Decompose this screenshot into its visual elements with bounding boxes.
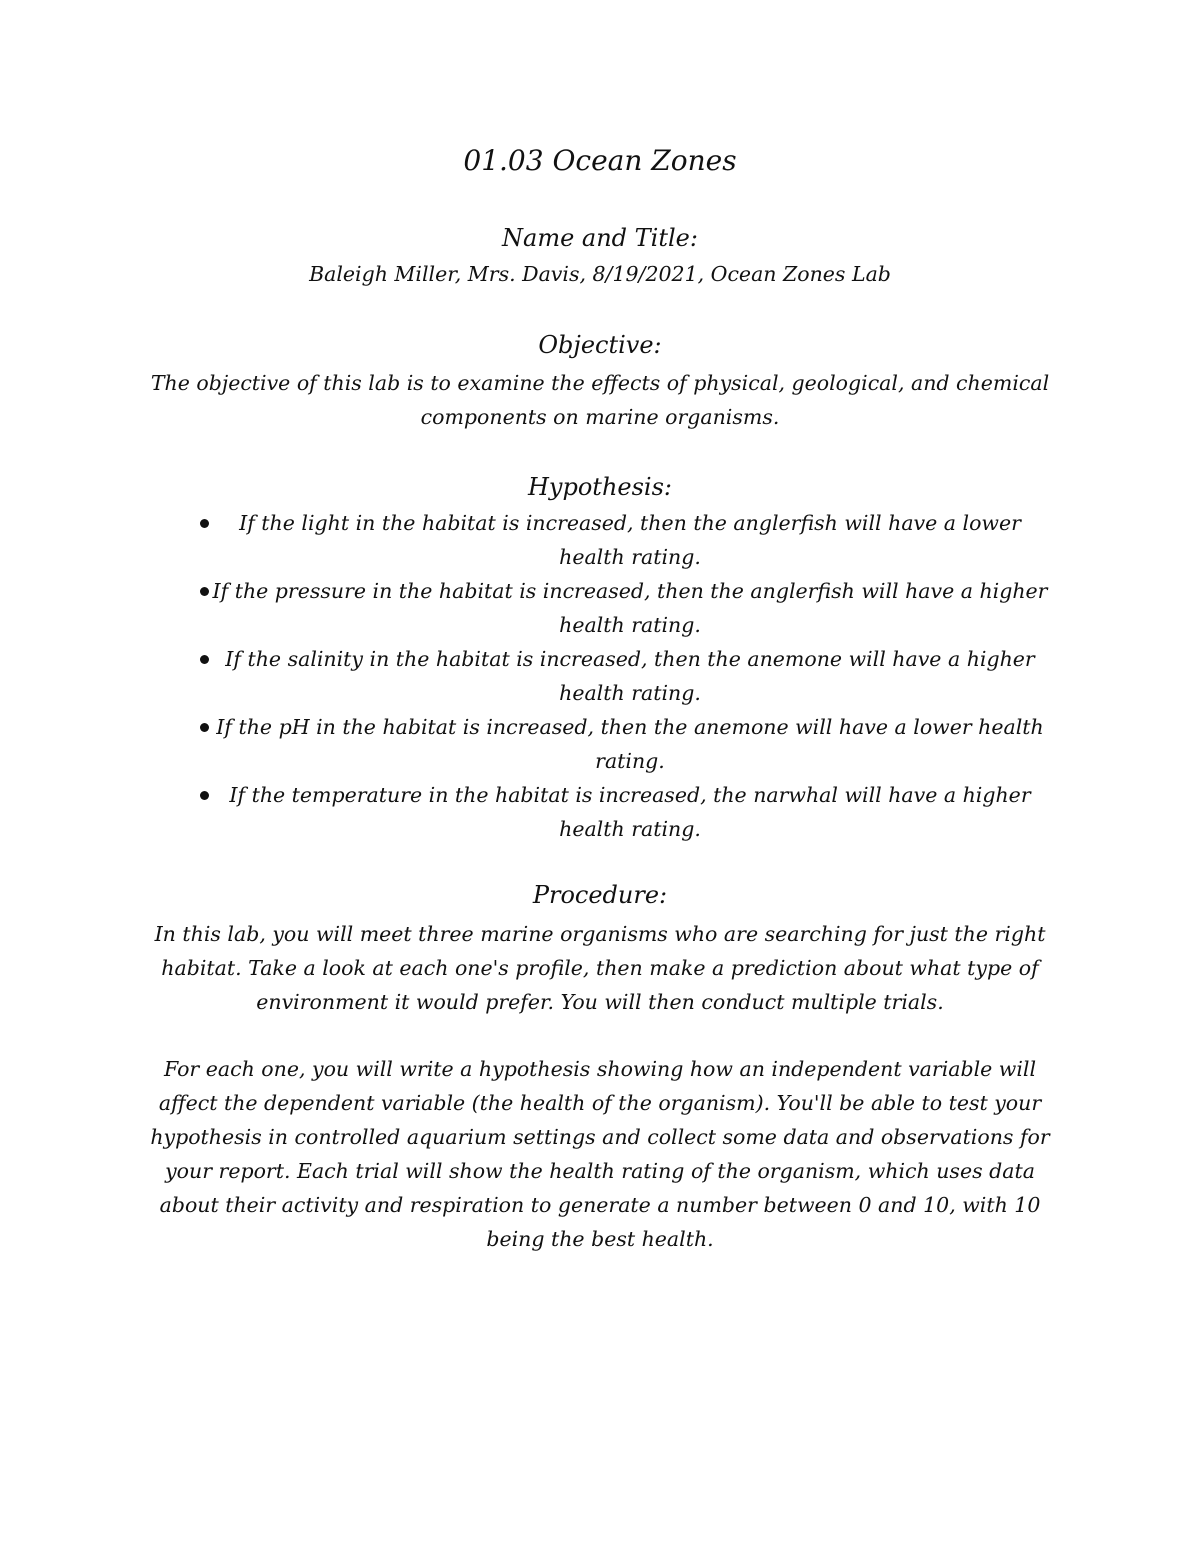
document-title: 01.03 Ocean Zones <box>463 144 737 177</box>
hypothesis-item <box>170 642 1070 710</box>
bullet-icon <box>200 723 209 732</box>
procedure-paragraph-2: For each one, you will write a hypothesis showing how an independent variable will affect the dependent variable (the health of the organism). You'll be able to test your hypothesis in controlled aquarium settings and collect some data and observations for your report. Each trial will show the health rating of the organism, which uses data about their activity and respiration to generate a number between 0 and 10, with 10 being the best health. <box>150 1057 1050 1251</box>
name-and-title-heading: Name and Title: <box>502 224 698 252</box>
objective-text: The objective of this lab is to examine the effects of physical, geological, and chemical components on marine organisms. <box>150 371 1050 429</box>
hypothesis-item-text: If the pressure in the habitat is increased, then the anglerfish will have a higher health rating. <box>212 579 1048 637</box>
objective-heading: Objective: <box>538 331 662 359</box>
hypothesis-item-text: If the salinity in the habitat is increased, then the anemone will have a higher health rating. <box>225 647 1035 705</box>
hypothesis-item-text: If the pH in the habitat is increased, then the anemone will have a lower health rating. <box>216 715 1044 773</box>
bullet-icon <box>200 655 209 664</box>
hypothesis-item <box>170 710 1070 778</box>
hypothesis-item-text: If the temperature in the habitat is increased, the narwhal will have a higher health rating. <box>229 783 1031 841</box>
hypothesis-list <box>170 506 1070 846</box>
bullet-icon <box>200 519 209 528</box>
procedure-paragraph-1: In this lab, you will meet three marine organisms who are searching for just the right habitat. Take a look at each one's profile, then make a prediction about what type of environment it would prefer. You will then conduct multiple trials. <box>154 922 1046 1014</box>
procedure-heading: Procedure: <box>532 881 668 909</box>
bullet-icon <box>200 587 209 596</box>
hypothesis-item <box>170 506 1070 574</box>
hypothesis-item <box>170 778 1070 846</box>
hypothesis-item <box>170 574 1070 642</box>
hypothesis-heading: Hypothesis: <box>528 473 672 501</box>
hypothesis-item-text: If the light in the habitat is increased, then the anglerfish will have a lower health rating. <box>239 511 1021 569</box>
name-and-title-text: Baleigh Miller, Mrs. Davis, 8/19/2021, Ocean Zones Lab <box>309 262 891 286</box>
bullet-icon <box>200 791 209 800</box>
